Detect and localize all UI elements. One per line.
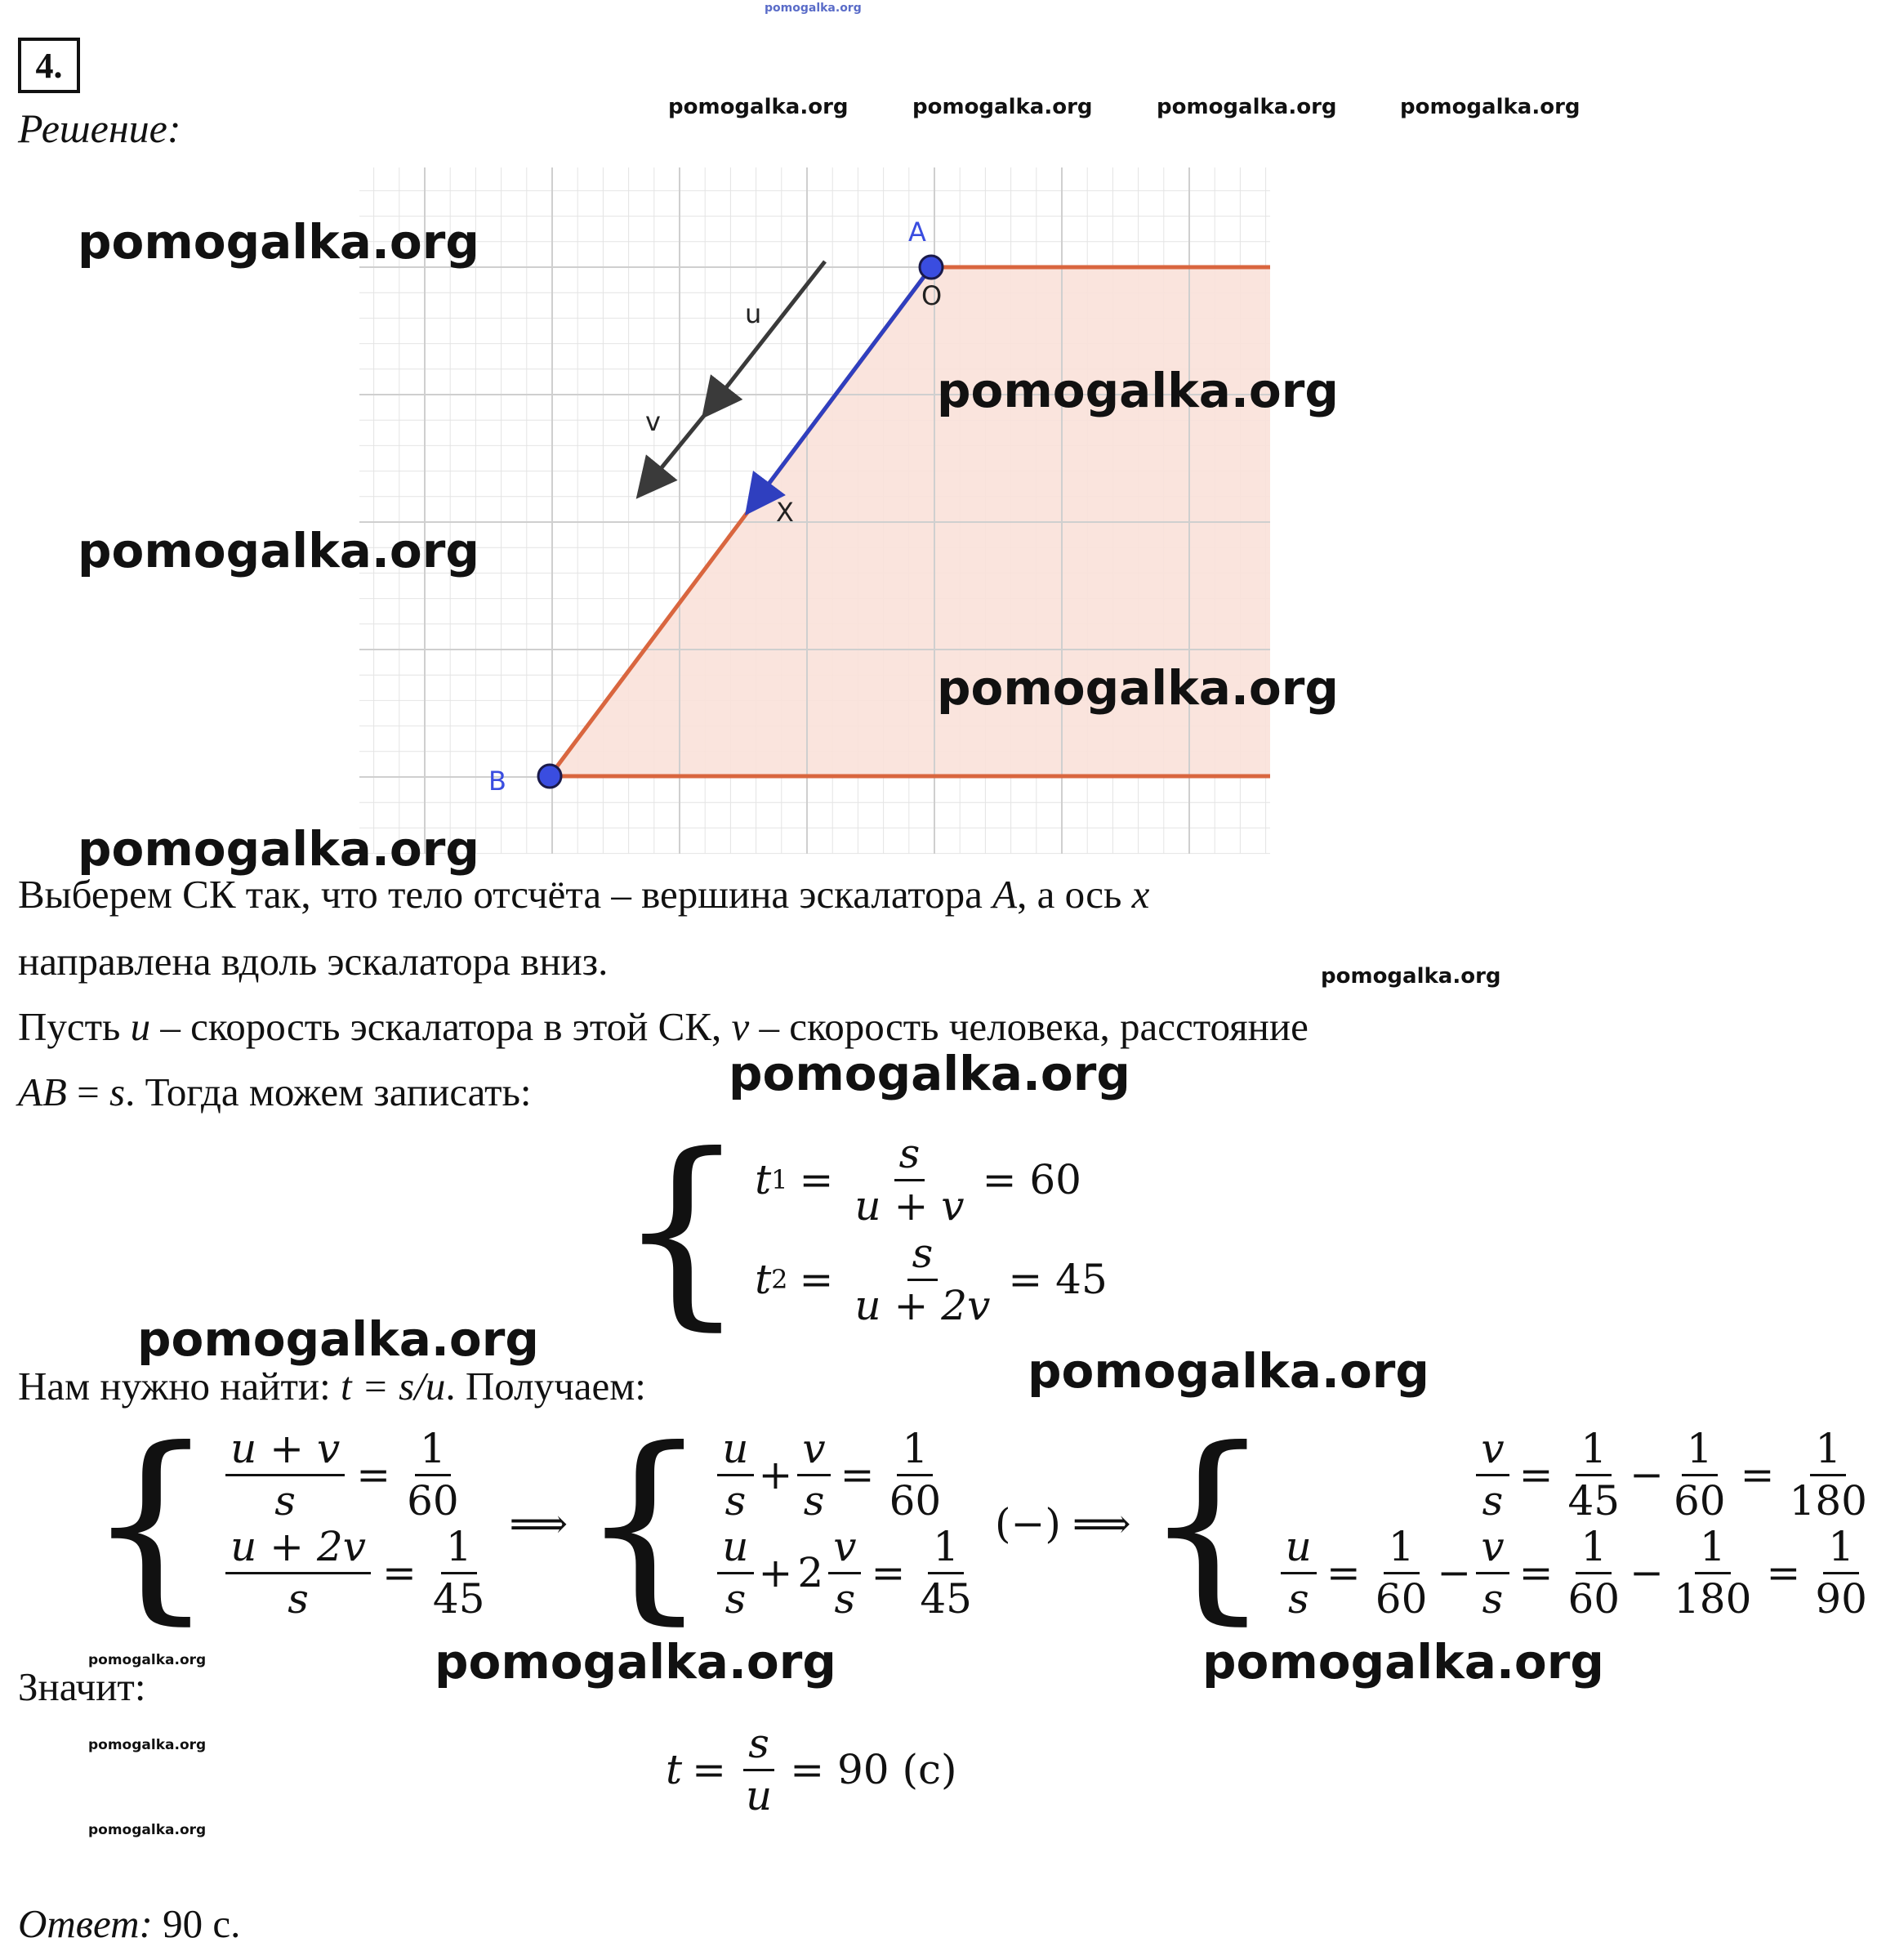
watermark-small: pomogalka.org	[1400, 95, 1581, 119]
label-B: B	[488, 766, 506, 797]
watermark-small: pomogalka.org	[88, 1822, 207, 1838]
paragraph-2-line-1: Пусть u – скорость эскалатора в этой СК, v – скорость человека, расстояние	[18, 1004, 1309, 1049]
label-u: u	[745, 298, 762, 329]
problem-number: 4.	[18, 38, 80, 93]
final-formula: t = $\frac{s}{u}$ = 90 (с)	[666, 1720, 957, 1819]
paragraph-1-line-2: направлена вдоль эскалатора вниз.	[18, 939, 609, 984]
watermark-small: pomogalka.org	[1157, 95, 1337, 119]
label-O: O	[921, 280, 943, 311]
watermark-small: pomogalka.org	[1321, 964, 1501, 989]
paragraph-1-line-1: Выберем СК так, что тело отсчёта – вершина эскалатора A, а ось x	[18, 872, 1150, 917]
escalator-diagram	[359, 167, 1270, 854]
answer: Ответ: 90 с.	[18, 1901, 241, 1946]
watermark-small: pomogalka.org	[912, 95, 1093, 119]
watermark-large: pomogalka.org	[435, 1634, 836, 1690]
point-B	[538, 765, 561, 788]
paragraph-3: Нам нужно найти: t = s/u. Получаем:	[18, 1364, 646, 1409]
watermark-small: pomogalka.org	[88, 1737, 207, 1753]
equation-system-1	[617, 1110, 1108, 1348]
label-v: v	[645, 406, 661, 437]
equation-t2: t 2 = $\frac{s}{u + 2v}$ = 45	[755, 1230, 1108, 1329]
watermark-large: pomogalka.org	[78, 821, 479, 877]
watermark-large: pomogalka.org	[729, 1046, 1130, 1101]
watermark-large: pomogalka.org	[937, 660, 1339, 716]
label-A: A	[908, 217, 926, 248]
watermark-large: pomogalka.org	[137, 1311, 539, 1367]
watermark-large: pomogalka.org	[78, 214, 479, 270]
solution-label: Решение:	[18, 105, 181, 151]
equation-t1: t 1 = $\frac{s}{u + v}$ = 60	[755, 1130, 1081, 1230]
watermark-small: pomogalka.org	[668, 95, 849, 119]
watermark-small: pomogalka.org	[88, 1652, 207, 1668]
watermark-large: pomogalka.org	[1202, 1634, 1604, 1690]
paragraph-4: Значит:	[18, 1664, 146, 1709]
watermark-large: pomogalka.org	[1028, 1343, 1429, 1399]
watermark-large: pomogalka.org	[78, 523, 479, 578]
left-brace: {	[617, 1110, 747, 1348]
label-X: X	[776, 497, 794, 528]
point-A	[920, 256, 943, 279]
watermark-large: pomogalka.org	[937, 363, 1339, 418]
paragraph-2-line-2: AB = s. Тогда можем записать:	[18, 1069, 532, 1114]
equation-system-2: { $\frac{u + v}{s}$ = $\frac{1}{60}$ $\frac{u + 2v}{s}$ = $\frac{1}{45}$ ⟹ { $\frac{u}{s}$ + $\frac{v}{s}$ = $\frac{1}{60}$ $\frac{u}{s}$ + 2 $\frac{v}{s}$ = $\frac{1}{45}$ (−) ⟹ { $\frac{v}{s}$ = $\frac{1}{45}$ − $\frac{1}{60}$ = $\frac{1}{180}$ $\frac{u}{s}$ = $\frac{1}{60}$ − $\frac{v}{s}$ = $\frac{1}{60}$ − $\frac{1}{180}$ = $\frac{1}{90}$	[86, 1404, 1867, 1642]
watermark-top: pomogalka.org	[765, 2, 862, 15]
